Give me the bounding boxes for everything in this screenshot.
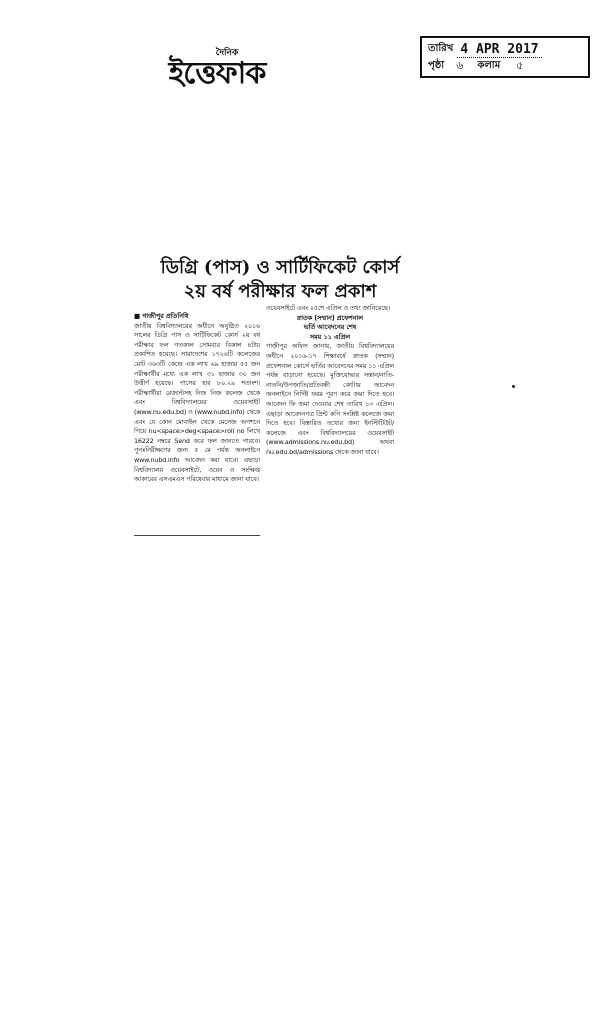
stamp-page-value: ৬ (448, 57, 471, 77)
stamp-date-row (428, 41, 582, 58)
article-left-body: জাতীয় বিশ্ববিদ্যালয়ের অধীনে অনুষ্ঠিত ২০১৬ সালের ডিগ্রি পাস ও সার্টিফিকেট কোর্স ২য় বর্ষ পরীক্ষার ফল গতকাল সোমবার বিকাল ৪টায় প্রকাশিত হয়েছে। সারাদেশের ১৭২৬টি কলেজের মোট ৩৬৩টি কেন্দ্রে এক লাখ ৬৯ হাজার ৫৫ জন পরীক্ষার্থীর মধ্যে এক লাখ ৩১ হাজার ৩০ জন উত্তীর্ণ হয়েছে। পাসের হার ৮০.২৯ শতাংশ। পরীক্ষার্থীরা রেজাল্টসহ নিজ নিজ কলেজ থেকে এবং বিশ্ববিদ্যালয়ের ওয়েবসাইট (www.nu.edu.bd) ও (www.nubd.info) থেকে এবং যে কোন মোবাইল থেকে মেসেজ অপশনে গিয়ে nu<space>deg<space>roll no লিখে 16222 নম্বরে Send করে ফল জানতে পারবে। পুনঃনিরীক্ষণের জন্য ৫ মে পর্যন্ত অনলাইনে www.nubd.info আবেদন করা যাবে। এছাড়া বিশ্ববিদ্যালয় ওয়েবসাইটে, ওয়েব ও সংক্ষিপ্ত আকারের এসএমএস পরিষেবার মাধ্যমে জানা যাবে। (134, 321, 260, 484)
headline-line-1: ডিগ্রি (পাস) ও সার্টিফিকেট কোর্স (160, 257, 400, 278)
date-stamp (420, 36, 590, 78)
article-subhead-3: সময় ১১ এপ্রিল (309, 332, 351, 341)
masthead (152, 48, 282, 90)
scan-speck (512, 385, 515, 388)
masthead-title: ইত্তেফাক (168, 56, 266, 91)
stamp-page-label: পৃষ্ঠা (428, 60, 445, 71)
article-column-right (266, 304, 394, 534)
article-subhead-1: স্নাতক (সম্মান) প্রফেশনাল (296, 313, 364, 322)
stamp-date-value: 4 APR 2017 (457, 42, 541, 58)
article-headline (140, 256, 420, 304)
column-divider-rule (134, 535, 260, 536)
headline-line-2: ২য় বর্ষ পরীক্ষার ফল প্রকাশ (183, 281, 377, 302)
article-right-intro: ওয়েবসাইটে এবং ২৫শে এপ্রিল ও তথ্য জানিয়েছে। (266, 304, 390, 312)
stamp-column-value: ৫ (508, 57, 531, 77)
stamp-column-label: কলাম (477, 60, 501, 71)
article-right-body: গাজীপুর অফিস জানায়, জাতীয় বিশ্ববিদ্যালয়ের অধীনে ২০১৬-১৭ শিক্ষাবর্ষে স্নাতক (সম্মান) প্রফেশনাল কোর্সে ভর্তির আবেদনের সময় ১১ এপ্রিল পর্যন্ত বাড়ানো হয়েছে। মুক্তিযোদ্ধার সন্তান/নাতি-নাতনি/উপজাতি/প্রতিবন্ধী কোটায় আবেদন অনলাইনে নির্দিষ্ট ফরম পূরণ করে জমা দিতে হবে। আবেদন ফি জমা দেওয়ার শেষ তারিখ ১৩ এপ্রিল। এছাড়া আবেদনপত্র প্রিন্ট কপি সংশ্লিষ্ট কলেজে জমা দিতে হবে। বিস্তারিত তথ্যের জন্য ইনস্টিটিউট/কলেজে এবং বিশ্ববিদ্যালয়ের ওয়েবসাইট (www.admissions.nu.edu.bd) অথবা nu.edu.bd/admissions থেকে জানা যাবে। (266, 342, 394, 456)
stamp-page-row (428, 58, 582, 75)
article-byline: ■ গাজীপুর প্রতিনিধি (134, 312, 189, 320)
stamp-date-label: তারিখ (428, 43, 454, 54)
article-subhead-2: ভর্তি আবেদনের শেষ (303, 323, 357, 332)
article-column-left (134, 312, 260, 532)
masthead-small-text: দৈনিক (215, 48, 239, 58)
